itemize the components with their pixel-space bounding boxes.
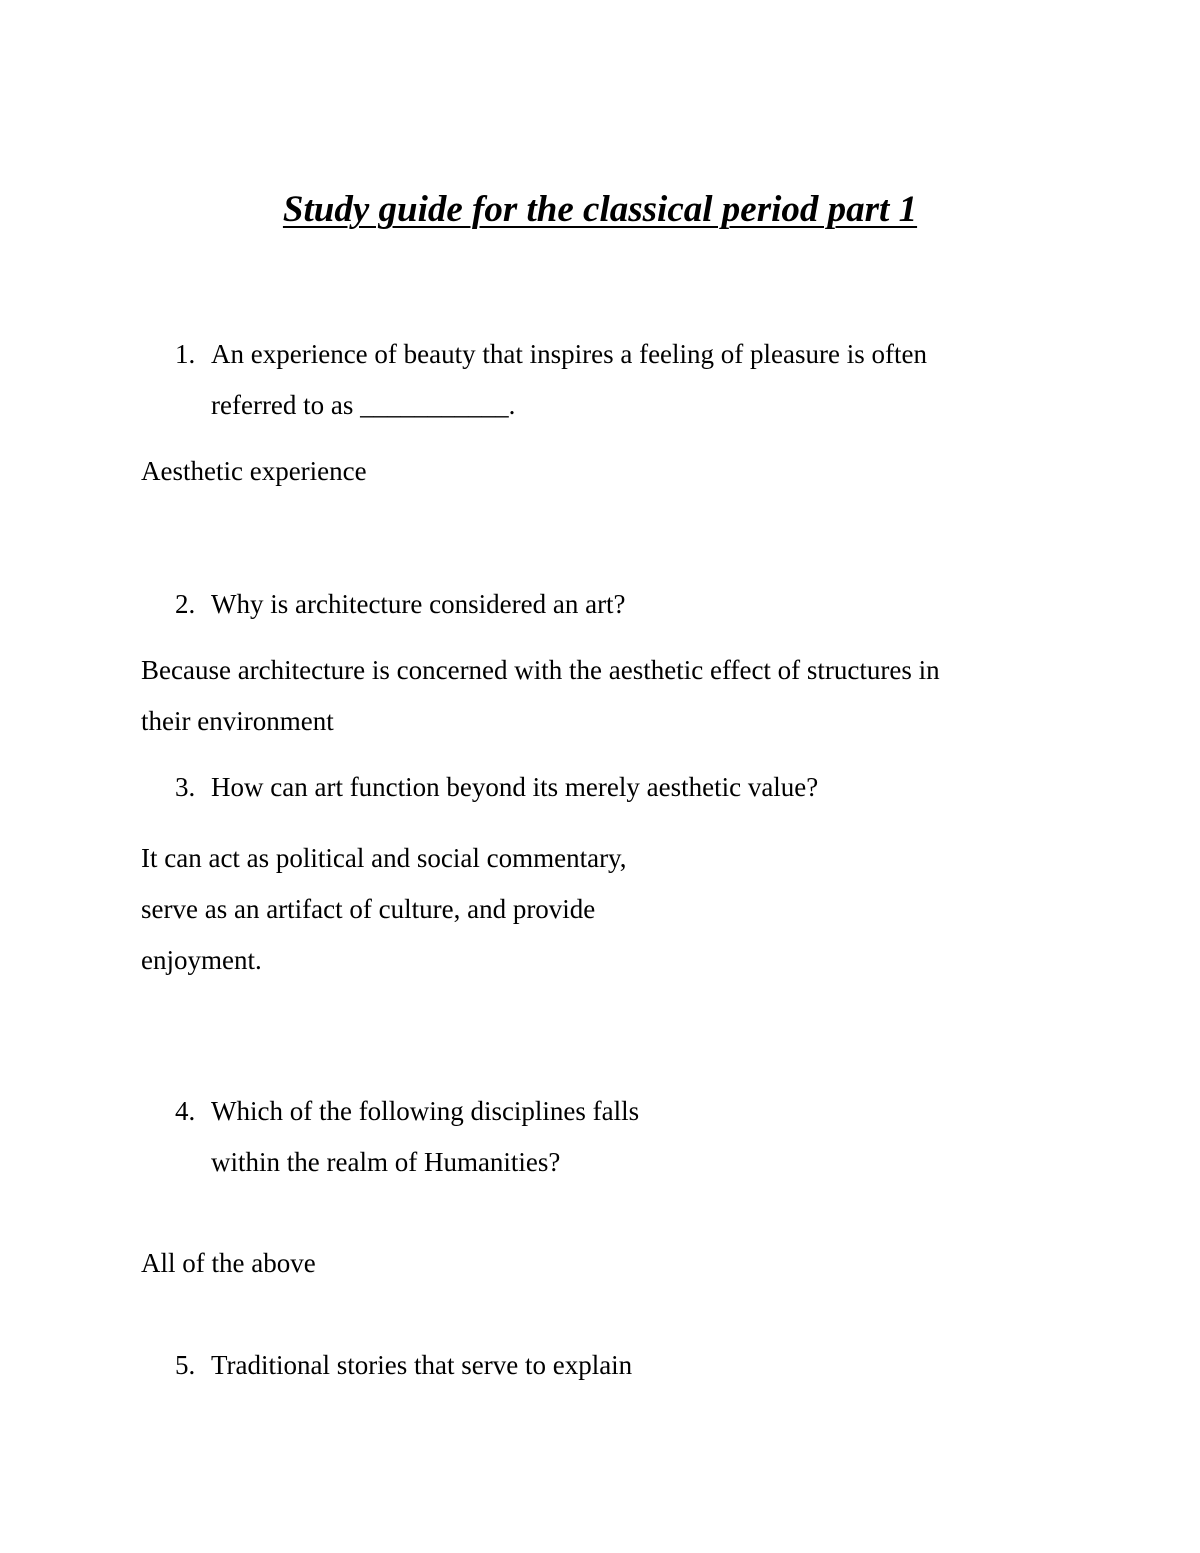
answer-text-line: Because architecture is concerned with the aesthetic effect of structures in (141, 655, 940, 685)
answer-text-line: serve as an artifact of culture, and provide (141, 894, 596, 924)
question-number: 5. (175, 1350, 196, 1380)
question-number: 1. (175, 339, 196, 369)
question-text-line: How can art function beyond its merely aesthetic value? (211, 772, 819, 802)
question-text-line: within the realm of Humanities? (211, 1147, 561, 1177)
question-text-line: Why is architecture considered an art? (211, 589, 626, 619)
question-text-line: Which of the following disciplines falls (211, 1096, 640, 1126)
question-number: 2. (175, 589, 196, 619)
answer-text-line: enjoyment. (141, 945, 262, 975)
question-number: 4. (175, 1096, 196, 1126)
question-text-line: An experience of beauty that inspires a feeling of pleasure is often (211, 339, 927, 369)
answer-text-line: Aesthetic experience (141, 456, 367, 486)
question-text-line: referred to as ___________. (211, 390, 516, 420)
question-number: 3. (175, 772, 196, 802)
answer-text-line: their environment (141, 706, 334, 736)
answer-text-line: It can act as political and social commentary, (141, 843, 627, 873)
document-title: Study guide for the classical period part 1 (282, 189, 918, 230)
question-text-line: Traditional stories that serve to explain (211, 1350, 633, 1380)
answer-text-line: All of the above (141, 1248, 316, 1278)
